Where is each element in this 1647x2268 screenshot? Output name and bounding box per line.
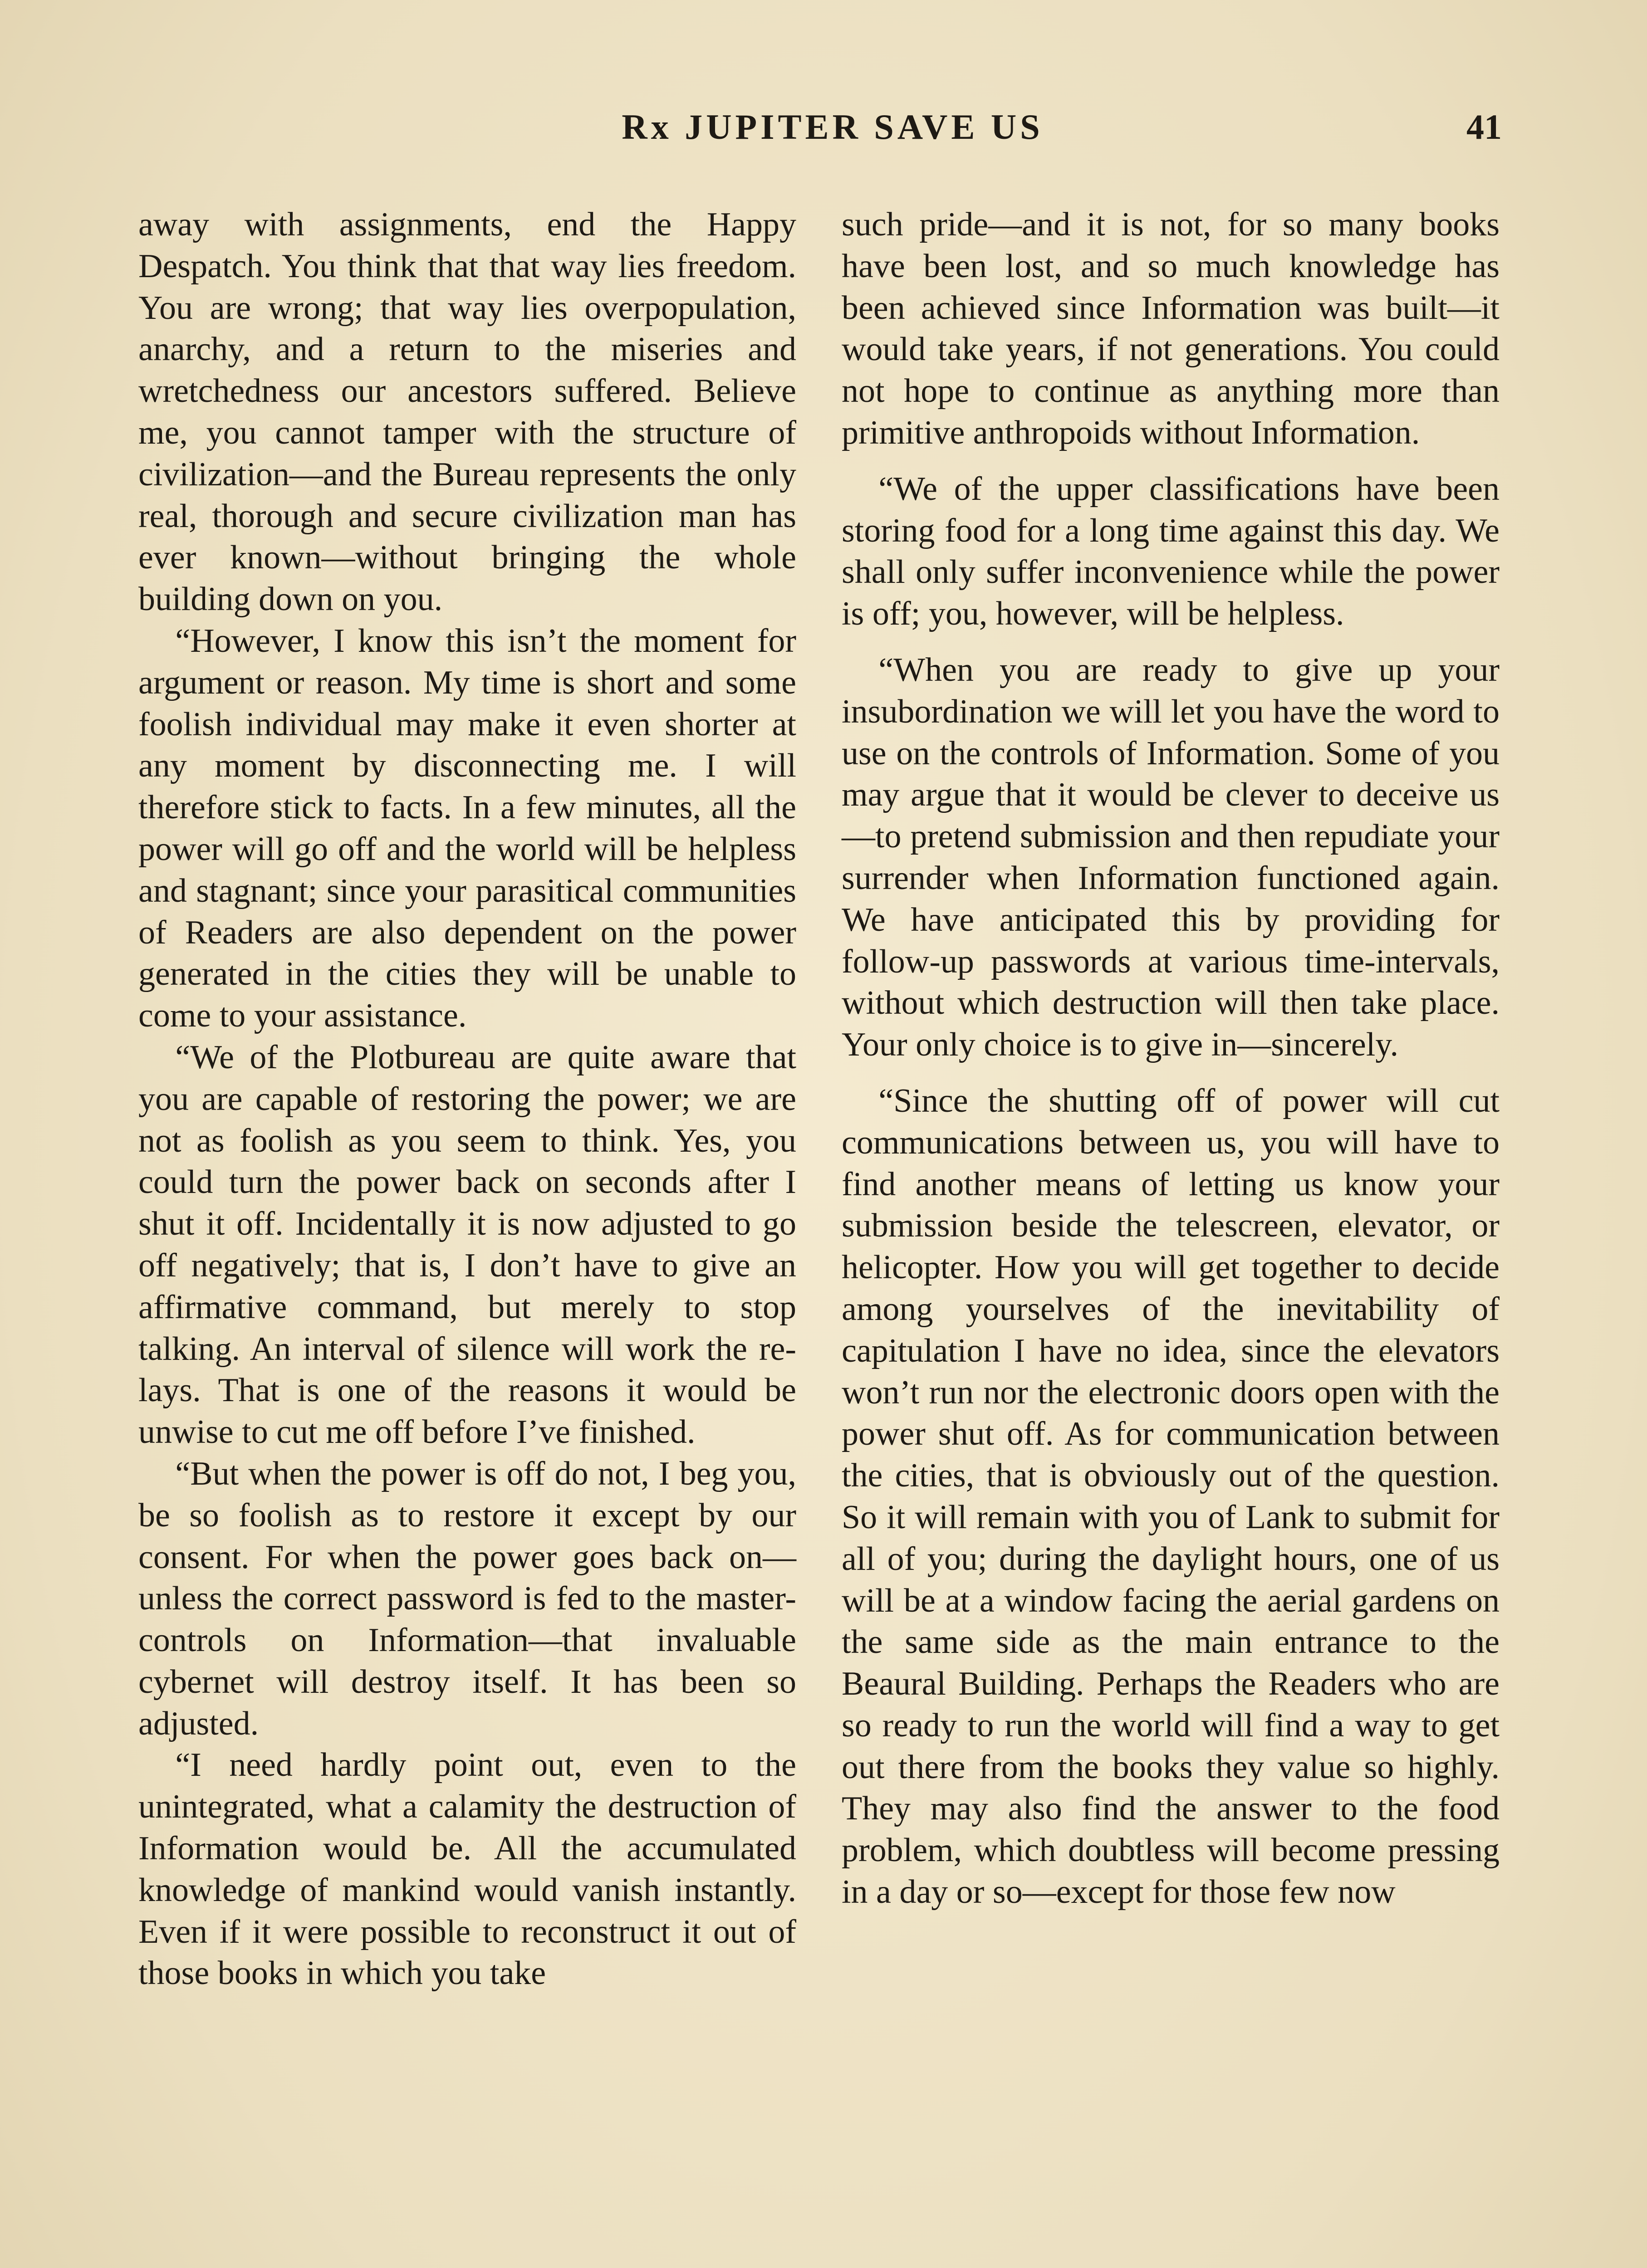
page-number: 41	[1466, 107, 1502, 147]
paragraph: “We of the Plotbureau are quite aware that you are capable of restoring the power; we are not as foolish as you seem to think. Yes, you could turn the power back on seconds after I shut it off. Incidentally it is now adjusted to go off negatively; that is, I don’t have to give an affirmative command, but merely to stop talking. An interval of silence will work the relays. That is one of the reasons it would be unwise to cut me off before I’ve finished.	[138, 1038, 796, 1451]
right-column	[842, 204, 1500, 1913]
running-head: Rx JUPITER SAVE US	[622, 107, 1044, 147]
paragraph: “When you are ready to give up your insubordination we will let you have the word to use on the controls of Information. Some of you may argue that it would be clever to deceive us—to pretend submission and then repudiate your surrender when Information functioned again. We have anticipated this by providing for follow-up passwords at various time-intervals, without which destruction will then take place. Your only choice is to give in—sincerely.	[842, 651, 1500, 1064]
left-column	[138, 204, 796, 1994]
paragraph: “We of the upper classifications have been storing food for a long time against this day. We shall only suffer inconvenience while the power is off; you, however, will be helpless.	[842, 470, 1500, 633]
paragraph: such pride—and it is not, for so many books have been lost, and so much knowledge has been achieved since Information was built—it would take years, if not generations. You could not hope to continue as anything more than primitive anthropoids without Information.	[842, 206, 1500, 451]
paragraph: away with assignments, end the Happy Despatch. You think that that way lies freedom. You are wrong; that way lies overpopulation, anarchy, and a return to the miseries and wretchedness our ancestors suffered. Believe me, you cannot tamper with the structure of civilization—and the Bureau represents the only real, thorough and secure civilization man has ever known—without bringing the whole building down on you.	[138, 206, 796, 618]
paragraph: “However, I know this isn’t the moment for argument or reason. My time is short and some foolish individual may make it even shorter at any moment by disconnecting me. I will therefore stick to facts. In a few minutes, all the power will go off and the world will be helpless and stagnant; since your parasitical communities of Readers are also dependent on the power generated in the cities they will be unable to come to your assistance.	[138, 622, 796, 1035]
paragraph: “Since the shutting off of power will cut communications between us, you will have to find another means of letting us know your submission beside the telescreen, elevator, or helicopter. How you will get together to decide among yourselves of the inevitability of capitulation I have no idea, since the elevators won’t run nor the electronic doors open with the power shut off. As for communication between the cities, that is obviously out of the question. So it will remain with you of Lank to submit for all of you; during the daylight hours, one of us will be at a window facing the aerial gardens on the same side as the main entrance to the Beaural Building. Perhaps the Readers who are so ready to run the world will find a way to get out there from the books they value so highly. They may also find the answer to the food problem, which doubtless will become pressing in a day or so—except for those few now	[842, 1082, 1500, 1911]
page-header	[0, 107, 1647, 161]
paragraph: “I need hardly point out, even to the unintegrated, what a calamity the destruction of Information would be. All the accumulated knowledge of mankind would vanish instantly. Even if it were possible to reconstruct it out of those books in which you take	[138, 1746, 796, 1992]
paragraph: “But when the power is off do not, I beg you, be so foolish as to restore it except by our consent. For when the power goes back on—unless the correct password is fed to the master-controls on Information—that invaluable cybernet will destroy itself. It has been so adjusted.	[138, 1455, 796, 1742]
